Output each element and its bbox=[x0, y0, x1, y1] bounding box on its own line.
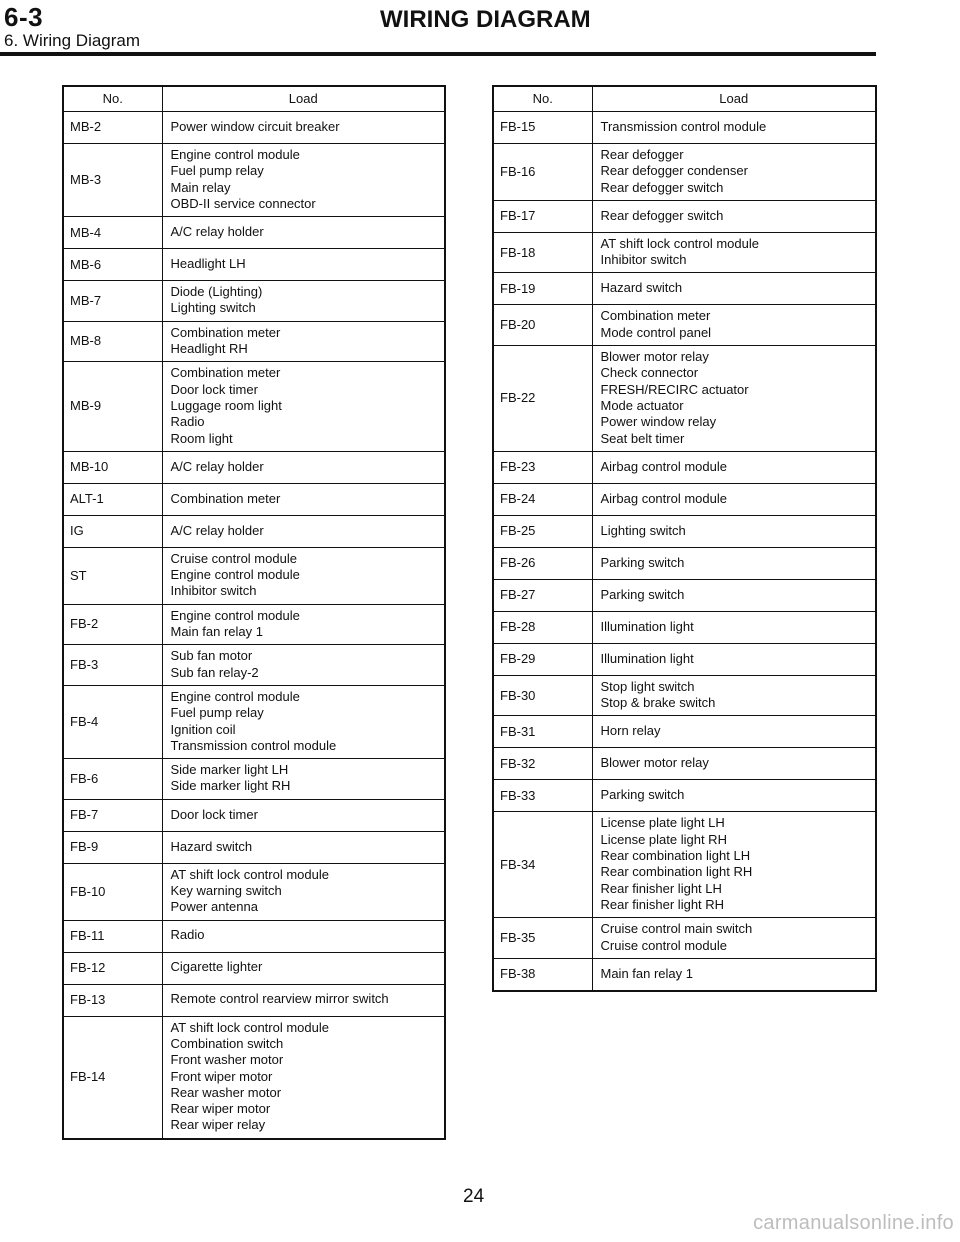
table-row bbox=[63, 321, 445, 362]
right-table-body bbox=[493, 112, 876, 991]
table-row bbox=[63, 1016, 445, 1139]
table-row bbox=[63, 451, 445, 483]
load-cell bbox=[162, 362, 445, 451]
load-item: Door lock timer bbox=[170, 806, 258, 822]
fuse-number-cell: FB-20 bbox=[493, 305, 592, 346]
load-cell bbox=[162, 984, 445, 1016]
load-item: Blower motor relay bbox=[600, 755, 709, 771]
fuse-number-cell: FB-12 bbox=[63, 952, 162, 984]
table-row bbox=[493, 611, 876, 643]
table-row bbox=[63, 831, 445, 863]
fuse-number-cell: IG bbox=[63, 515, 162, 547]
fuse-number-cell: FB-14 bbox=[63, 1016, 162, 1139]
fuse-number-cell: FB-3 bbox=[63, 645, 162, 686]
load-cell bbox=[592, 643, 876, 675]
load-cell bbox=[592, 780, 876, 812]
load-item: Radio bbox=[170, 927, 205, 943]
load-item: Sub fan relay-2 bbox=[170, 664, 259, 680]
load-item: Luggage room light bbox=[170, 397, 282, 413]
fuse-number-cell: MB-9 bbox=[63, 362, 162, 451]
load-item: Cruise control module bbox=[170, 550, 297, 566]
load-item: Fuel pump relay bbox=[170, 705, 264, 721]
load-cell bbox=[592, 748, 876, 780]
load-item: Airbag control module bbox=[600, 458, 727, 474]
table-row bbox=[493, 273, 876, 305]
load-item: OBD-II service connector bbox=[170, 195, 316, 211]
table-row bbox=[63, 952, 445, 984]
fuse-number-cell: FB-23 bbox=[493, 451, 592, 483]
table-row bbox=[493, 579, 876, 611]
load-item: Hazard switch bbox=[600, 280, 683, 296]
load-cell bbox=[162, 1016, 445, 1139]
load-item: Lighting switch bbox=[170, 300, 256, 316]
section-subtitle: 6. Wiring Diagram bbox=[4, 31, 141, 50]
load-item: Parking switch bbox=[600, 787, 685, 803]
fuse-number-cell: MB-4 bbox=[63, 217, 162, 249]
table-row bbox=[493, 643, 876, 675]
table-row bbox=[493, 748, 876, 780]
load-item: Transmission control module bbox=[600, 118, 767, 134]
fuse-number-cell: FB-4 bbox=[63, 685, 162, 758]
load-cell bbox=[592, 144, 876, 201]
load-item: Rear washer motor bbox=[170, 1084, 282, 1100]
load-item: Lighting switch bbox=[600, 522, 686, 538]
load-item: Cruise control module bbox=[600, 937, 727, 953]
page-number: 24 bbox=[463, 1186, 485, 1207]
fuse-number-cell: FB-30 bbox=[493, 675, 592, 716]
fuse-number-cell: FB-32 bbox=[493, 748, 592, 780]
fuse-number-cell: FB-24 bbox=[493, 483, 592, 515]
load-item: Side marker light LH bbox=[170, 762, 289, 778]
load-item: Hazard switch bbox=[170, 838, 253, 854]
section-number: 6-3 bbox=[4, 2, 44, 32]
load-cell bbox=[162, 920, 445, 952]
load-cell bbox=[592, 483, 876, 515]
header-rule bbox=[0, 52, 876, 56]
load-cell bbox=[592, 675, 876, 716]
load-cell bbox=[162, 799, 445, 831]
load-item: AT shift lock control module bbox=[170, 1019, 329, 1035]
table-row bbox=[63, 645, 445, 686]
load-cell bbox=[592, 958, 876, 991]
load-item: Main fan relay 1 bbox=[170, 624, 263, 640]
fuse-number-cell: FB-28 bbox=[493, 611, 592, 643]
fuse-number-cell: FB-15 bbox=[493, 112, 592, 144]
table-row bbox=[493, 144, 876, 201]
load-item: Parking switch bbox=[600, 554, 685, 570]
load-item: Headlight RH bbox=[170, 341, 248, 357]
load-item: License plate light LH bbox=[600, 815, 725, 831]
load-item: Front washer motor bbox=[170, 1052, 284, 1068]
table-row bbox=[493, 958, 876, 991]
table-row bbox=[63, 515, 445, 547]
load-item: Fuel pump relay bbox=[170, 163, 264, 179]
load-item: Room light bbox=[170, 430, 233, 446]
table-row bbox=[63, 799, 445, 831]
load-cell bbox=[592, 918, 876, 959]
fuse-number-cell: FB-9 bbox=[63, 831, 162, 863]
load-cell bbox=[592, 515, 876, 547]
load-item: Diode (Lighting) bbox=[170, 284, 263, 300]
table-row bbox=[493, 232, 876, 273]
fuse-number-cell: FB-2 bbox=[63, 604, 162, 645]
load-cell bbox=[162, 831, 445, 863]
load-cell bbox=[592, 547, 876, 579]
fuse-number-cell: FB-25 bbox=[493, 515, 592, 547]
load-item: Headlight LH bbox=[170, 256, 246, 272]
load-item: Ignition coil bbox=[170, 721, 236, 737]
table-row bbox=[493, 547, 876, 579]
load-cell bbox=[162, 863, 445, 920]
load-item: Rear finisher light RH bbox=[600, 896, 725, 912]
load-item: Check connector bbox=[600, 365, 699, 381]
load-cell bbox=[162, 217, 445, 249]
column-header-load: Load bbox=[162, 86, 445, 112]
load-item: Horn relay bbox=[600, 723, 661, 739]
load-cell bbox=[592, 579, 876, 611]
table-row bbox=[493, 675, 876, 716]
load-item: Rear wiper relay bbox=[170, 1117, 266, 1133]
load-cell bbox=[592, 112, 876, 144]
load-cell bbox=[162, 952, 445, 984]
load-item: Radio bbox=[170, 414, 205, 430]
fuse-number-cell: FB-13 bbox=[63, 984, 162, 1016]
load-cell bbox=[162, 547, 445, 604]
load-item: Main relay bbox=[170, 179, 231, 195]
load-item: Combination meter bbox=[170, 490, 281, 506]
load-cell bbox=[162, 685, 445, 758]
load-item: Combination meter bbox=[170, 324, 281, 340]
table-row bbox=[63, 984, 445, 1016]
load-table-right bbox=[492, 85, 877, 992]
watermark: carmanualsonline.info bbox=[753, 1212, 954, 1234]
load-item: Stop light switch bbox=[600, 678, 695, 694]
load-item: Inhibitor switch bbox=[600, 252, 687, 268]
load-item: Rear defogger switch bbox=[600, 179, 724, 195]
fuse-number-cell: MB-10 bbox=[63, 451, 162, 483]
fuse-number-cell: FB-27 bbox=[493, 579, 592, 611]
load-item: Stop & brake switch bbox=[600, 695, 716, 711]
table-row bbox=[63, 217, 445, 249]
load-cell bbox=[162, 515, 445, 547]
fuse-number-cell: ALT-1 bbox=[63, 483, 162, 515]
load-item: Rear wiper motor bbox=[170, 1101, 271, 1117]
load-item: Seat belt timer bbox=[600, 430, 685, 446]
load-cell bbox=[592, 232, 876, 273]
fuse-number-cell: FB-18 bbox=[493, 232, 592, 273]
load-item: Engine control module bbox=[170, 147, 300, 162]
load-item: Rear combination light LH bbox=[600, 848, 751, 864]
load-item: Parking switch bbox=[600, 586, 685, 602]
column-header-no: No. bbox=[493, 86, 592, 112]
load-cell bbox=[162, 451, 445, 483]
table-row bbox=[493, 451, 876, 483]
load-cell bbox=[162, 645, 445, 686]
load-item: A/C relay holder bbox=[170, 224, 264, 240]
load-item: Power antenna bbox=[170, 899, 258, 915]
load-item: Blower motor relay bbox=[600, 349, 709, 365]
table-row bbox=[63, 920, 445, 952]
load-item: Remote control rearview mirror switch bbox=[170, 991, 389, 1007]
fuse-number-cell: FB-6 bbox=[63, 759, 162, 800]
fuse-number-cell: FB-19 bbox=[493, 273, 592, 305]
load-cell bbox=[162, 759, 445, 800]
table-row bbox=[63, 604, 445, 645]
table-row bbox=[63, 547, 445, 604]
load-item: Inhibitor switch bbox=[170, 583, 257, 599]
table-row bbox=[493, 200, 876, 232]
load-item: Power window relay bbox=[600, 414, 717, 430]
load-item: Engine control module bbox=[170, 688, 300, 704]
load-item: Combination meter bbox=[600, 308, 711, 324]
table-row bbox=[493, 716, 876, 748]
left-table-body bbox=[63, 112, 445, 1139]
load-cell bbox=[162, 321, 445, 362]
load-item: Side marker light RH bbox=[170, 778, 291, 794]
load-item: Main fan relay 1 bbox=[600, 965, 693, 981]
table-row bbox=[493, 515, 876, 547]
load-item: Combination meter bbox=[170, 365, 281, 381]
load-cell bbox=[162, 112, 445, 144]
fuse-number-cell: FB-35 bbox=[493, 918, 592, 959]
load-item: Illumination light bbox=[600, 618, 694, 634]
load-item: Rear finisher light LH bbox=[600, 880, 722, 896]
fuse-number-cell: FB-26 bbox=[493, 547, 592, 579]
fuse-number-cell: ST bbox=[63, 547, 162, 604]
load-table-left bbox=[62, 85, 446, 1140]
table-row bbox=[493, 812, 876, 918]
load-item: Engine control module bbox=[170, 567, 300, 583]
load-item: Rear defogger switch bbox=[600, 207, 724, 223]
fuse-number-cell: FB-17 bbox=[493, 200, 592, 232]
fuse-number-cell: FB-16 bbox=[493, 144, 592, 201]
column-header-no: No. bbox=[63, 86, 162, 112]
fuse-number-cell: FB-34 bbox=[493, 812, 592, 918]
fuse-number-cell: FB-33 bbox=[493, 780, 592, 812]
load-item: AT shift lock control module bbox=[170, 866, 329, 882]
load-item: A/C relay holder bbox=[170, 458, 264, 474]
fuse-number-cell: MB-3 bbox=[63, 144, 162, 217]
page-title: WIRING DIAGRAM bbox=[380, 6, 591, 33]
fuse-number-cell: FB-29 bbox=[493, 643, 592, 675]
load-item: Illumination light bbox=[600, 650, 694, 666]
fuse-number-cell: FB-31 bbox=[493, 716, 592, 748]
load-item: FRESH/RECIRC actuator bbox=[600, 381, 749, 397]
fuse-number-cell: MB-7 bbox=[63, 281, 162, 322]
table-header-row bbox=[63, 86, 445, 112]
fuse-number-cell: FB-22 bbox=[493, 346, 592, 452]
load-cell bbox=[162, 281, 445, 322]
table-row bbox=[493, 346, 876, 452]
table-row bbox=[493, 483, 876, 515]
load-item: Mode control panel bbox=[600, 324, 712, 340]
load-cell bbox=[592, 451, 876, 483]
fuse-number-cell: FB-38 bbox=[493, 958, 592, 991]
fuse-number-cell: MB-2 bbox=[63, 112, 162, 144]
table-row bbox=[493, 305, 876, 346]
load-item: Power window circuit breaker bbox=[170, 118, 340, 134]
load-cell bbox=[162, 249, 445, 281]
fuse-number-cell: FB-7 bbox=[63, 799, 162, 831]
table-row bbox=[63, 759, 445, 800]
table-row bbox=[63, 685, 445, 758]
load-cell bbox=[592, 273, 876, 305]
fuse-number-cell: MB-8 bbox=[63, 321, 162, 362]
load-cell bbox=[592, 305, 876, 346]
load-item: Key warning switch bbox=[170, 883, 282, 899]
table-row bbox=[63, 281, 445, 322]
load-item: Engine control module bbox=[170, 607, 300, 623]
load-item: AT shift lock control module bbox=[600, 235, 759, 251]
load-item: License plate light RH bbox=[600, 831, 727, 847]
load-item: Combination switch bbox=[170, 1035, 284, 1051]
table-row bbox=[63, 144, 445, 217]
table-row bbox=[63, 112, 445, 144]
table-row bbox=[63, 483, 445, 515]
load-item: Rear defogger condenser bbox=[600, 163, 748, 179]
load-cell bbox=[592, 812, 876, 918]
load-cell bbox=[592, 716, 876, 748]
fuse-number-cell: MB-6 bbox=[63, 249, 162, 281]
load-item: Door lock timer bbox=[170, 381, 258, 397]
load-cell bbox=[592, 346, 876, 452]
load-cell bbox=[162, 604, 445, 645]
fuse-number-cell: FB-10 bbox=[63, 863, 162, 920]
load-cell bbox=[592, 200, 876, 232]
load-item: Mode actuator bbox=[600, 397, 684, 413]
table-row bbox=[493, 918, 876, 959]
load-item: Cigarette lighter bbox=[170, 959, 263, 975]
load-item: Rear combination light RH bbox=[600, 864, 753, 880]
table-row bbox=[63, 863, 445, 920]
load-cell bbox=[162, 483, 445, 515]
table-row bbox=[63, 249, 445, 281]
load-item: Airbag control module bbox=[600, 490, 727, 506]
table-row bbox=[493, 112, 876, 144]
load-item: Cruise control main switch bbox=[600, 921, 753, 937]
table-row bbox=[63, 362, 445, 451]
load-item: Transmission control module bbox=[170, 737, 337, 753]
fuse-number-cell: FB-11 bbox=[63, 920, 162, 952]
table-row bbox=[493, 780, 876, 812]
load-cell bbox=[162, 144, 445, 217]
load-item: Front wiper motor bbox=[170, 1068, 273, 1084]
load-item: Sub fan motor bbox=[170, 648, 253, 664]
table-header-row bbox=[493, 86, 876, 112]
load-item: Rear defogger bbox=[600, 147, 684, 162]
column-header-load: Load bbox=[592, 86, 876, 112]
load-cell bbox=[592, 611, 876, 643]
load-item: A/C relay holder bbox=[170, 522, 264, 538]
